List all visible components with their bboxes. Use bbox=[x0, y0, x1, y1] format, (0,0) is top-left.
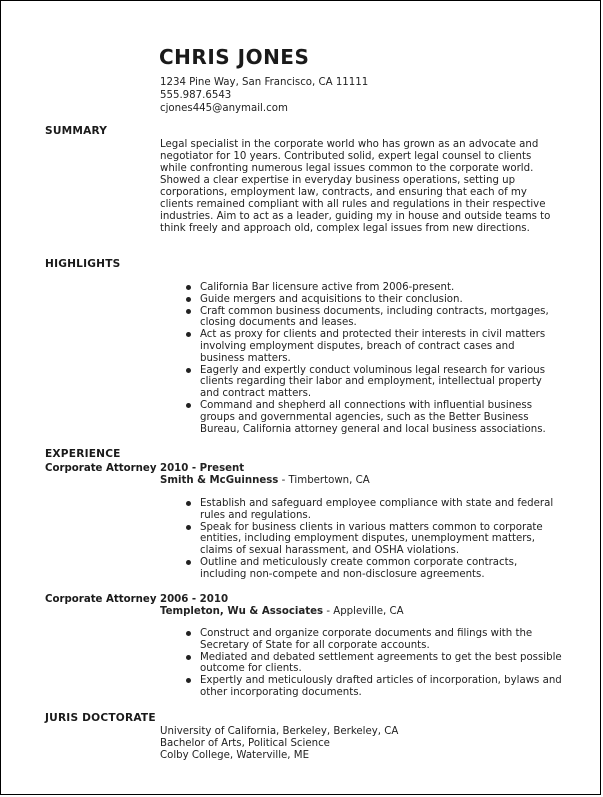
job-bullet: Outline and meticulously create common corporate contracts, including non-compete and non-disclosure agreements. bbox=[200, 557, 562, 581]
job-employer bbox=[160, 475, 370, 487]
job-meta bbox=[160, 594, 404, 618]
highlights-list bbox=[200, 282, 562, 435]
education-school: University of California, Berkeley, Berkeley, CA bbox=[160, 726, 399, 737]
highlights-heading: HIGHLIGHTS bbox=[45, 258, 121, 270]
job-company: Templeton, Wu & Associates bbox=[160, 606, 324, 617]
job-bullet: Mediated and debated settlement agreements to get the best possible outcome for clients. bbox=[200, 651, 562, 675]
summary-text: Legal specialist in the corporate world who has grown as an advocate and negotiator for 10 years. Contributed solid, expert legal counsel to clients while confronting numerous legal issues common to the corporate world. Showed a clear expertise in everyday business operations, setting up corporations, employment law, contracts, and ensuring that each of my clients remained compliant with all rules and regulations in their respective industries. Aim to act as a leader, guiding my in house and outside teams to think freely and approach old, complex legal issues from new directions. bbox=[160, 139, 551, 234]
contact-email: cjones445@anymail.com bbox=[160, 103, 288, 114]
job-bullet: Establish and safeguard employee compliance with state and federal rules and regulations. bbox=[200, 498, 562, 522]
education-heading: JURIS DOCTORATE bbox=[45, 712, 156, 724]
highlight-item: Command and shepherd all connections with influential business groups and governmental agencies, such as the Better Business Bureau, California attorney general and local business associations. bbox=[200, 400, 562, 435]
contact-phone: 555.987.6543 bbox=[160, 90, 232, 101]
job-location: - Timbertown, CA bbox=[278, 475, 370, 486]
job-title: Corporate Attorney bbox=[45, 463, 157, 474]
job-company: Smith & McGuinness bbox=[160, 475, 279, 486]
candidate-name: CHRIS JONES bbox=[159, 45, 310, 69]
job-location: - Appleville, CA bbox=[323, 606, 404, 617]
job-bullet: Construct and organize corporate documents and filings with the Secretary of State for all corporate accounts. bbox=[200, 628, 562, 652]
education-college: Colby College, Waterville, ME bbox=[160, 750, 310, 761]
job-dates: 2006 - 2010 bbox=[160, 594, 229, 605]
experience-heading: EXPERIENCE bbox=[45, 448, 121, 460]
job-title: Corporate Attorney bbox=[45, 594, 157, 605]
highlight-item: Craft common business documents, including contracts, mortgages, closing documents and leases. bbox=[200, 306, 562, 330]
contact-address: 1234 Pine Way, San Francisco, CA 11111 bbox=[160, 77, 369, 88]
job-bullets bbox=[200, 628, 562, 699]
job-bullet: Speak for business clients in various matters common to corporate entities, including employment disputes, unemployment matters, claims of sexual harassment, and OSHA violations. bbox=[200, 522, 562, 557]
job-bullet: Expertly and meticulously drafted articles of incorporation, bylaws and other incorporating documents. bbox=[200, 675, 562, 698]
job-dates: 2010 - Present bbox=[160, 463, 245, 474]
highlight-item: Guide mergers and acquisitions to their conclusion. bbox=[200, 294, 562, 306]
highlight-item: California Bar licensure active from 2006-present. bbox=[200, 282, 562, 294]
job-bullets bbox=[200, 498, 562, 581]
education-degree: Bachelor of Arts, Political Science bbox=[160, 738, 330, 749]
job-employer bbox=[160, 606, 404, 618]
job-meta bbox=[160, 463, 370, 487]
education-block bbox=[160, 726, 398, 762]
summary-heading: SUMMARY bbox=[45, 125, 108, 137]
highlight-item: Eagerly and expertly conduct voluminous legal research for various clients regarding their labor and employment, intellectual property and contract matters. bbox=[200, 365, 562, 400]
contact-block bbox=[160, 76, 368, 115]
highlight-item: Act as proxy for clients and protected their interests in civil matters involving employment disputes, breach of contract cases and business matters. bbox=[200, 329, 562, 364]
